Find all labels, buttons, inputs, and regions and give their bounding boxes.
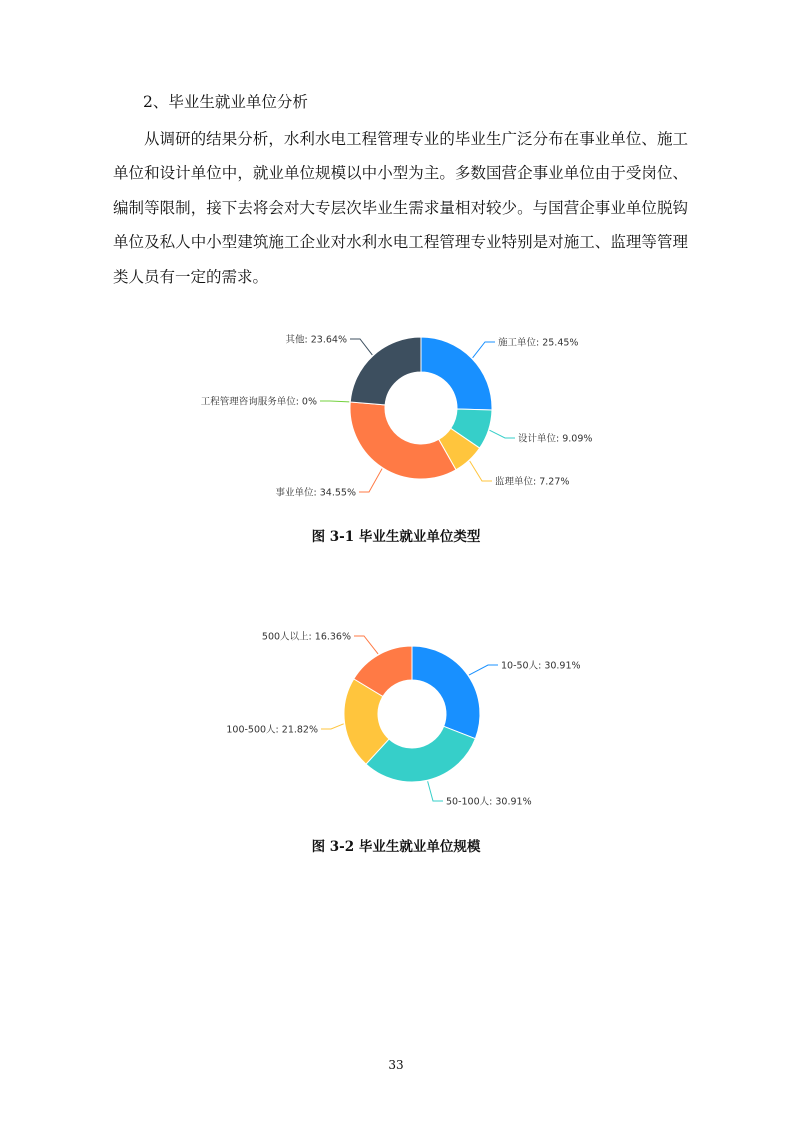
chart-employer-type [0, 310, 792, 510]
slice-label: 监理单位: 7.27% [495, 476, 570, 488]
leader-line [489, 430, 515, 438]
figure-caption-2: 图 3-2 毕业生就业单位规模 [311, 839, 481, 855]
slice-label: 施工单位: 25.45% [498, 337, 579, 349]
leader-line [359, 469, 382, 492]
pie-slice [350, 337, 421, 405]
slice-label: 100-500人: 21.82% [226, 724, 318, 736]
slice-label: 其他: 23.64% [285, 334, 347, 346]
leader-line [469, 665, 498, 675]
body-paragraph: 从调研的结果分析，水利水电工程管理专业的毕业生广泛分布在事业单位、施工单位和设计单位中，就业单位规模以中小型为主。多数国营企事业单位由于受岗位、编制等限制，接下去将会对大专层次毕业生需求量相对较少。与国营企事业单位脱钩单位及私人中小型建筑施工企业对水利水电工程管理专业特别是对施工、监理等管理类人员有一定的需求。 [113, 130, 688, 286]
leader-line [470, 461, 492, 481]
slice-label: 事业单位: 34.55% [275, 487, 356, 499]
leader-line [473, 342, 495, 358]
section-heading: 2、毕业生就业单位分析 [143, 93, 308, 111]
leader-line [428, 781, 443, 801]
pie-slice [412, 646, 480, 739]
leader-line [350, 339, 372, 355]
leader-line [320, 401, 349, 402]
figure-caption-1: 图 3-1 毕业生就业单位类型 [311, 529, 481, 545]
slice-label: 设计单位: 9.09% [518, 433, 593, 445]
page-number: 33 [388, 1058, 404, 1072]
slice-label: 500人以上: 16.36% [261, 631, 351, 643]
leader-line [354, 636, 378, 654]
pie-slice [421, 337, 492, 410]
slice-label: 10-50人: 30.91% [501, 660, 581, 672]
chart-employer-scale [0, 620, 792, 820]
slice-label: 工程管理咨询服务单位: 0% [200, 396, 317, 408]
slice-label: 50-100人: 30.91% [446, 796, 532, 808]
leader-line [321, 724, 344, 729]
